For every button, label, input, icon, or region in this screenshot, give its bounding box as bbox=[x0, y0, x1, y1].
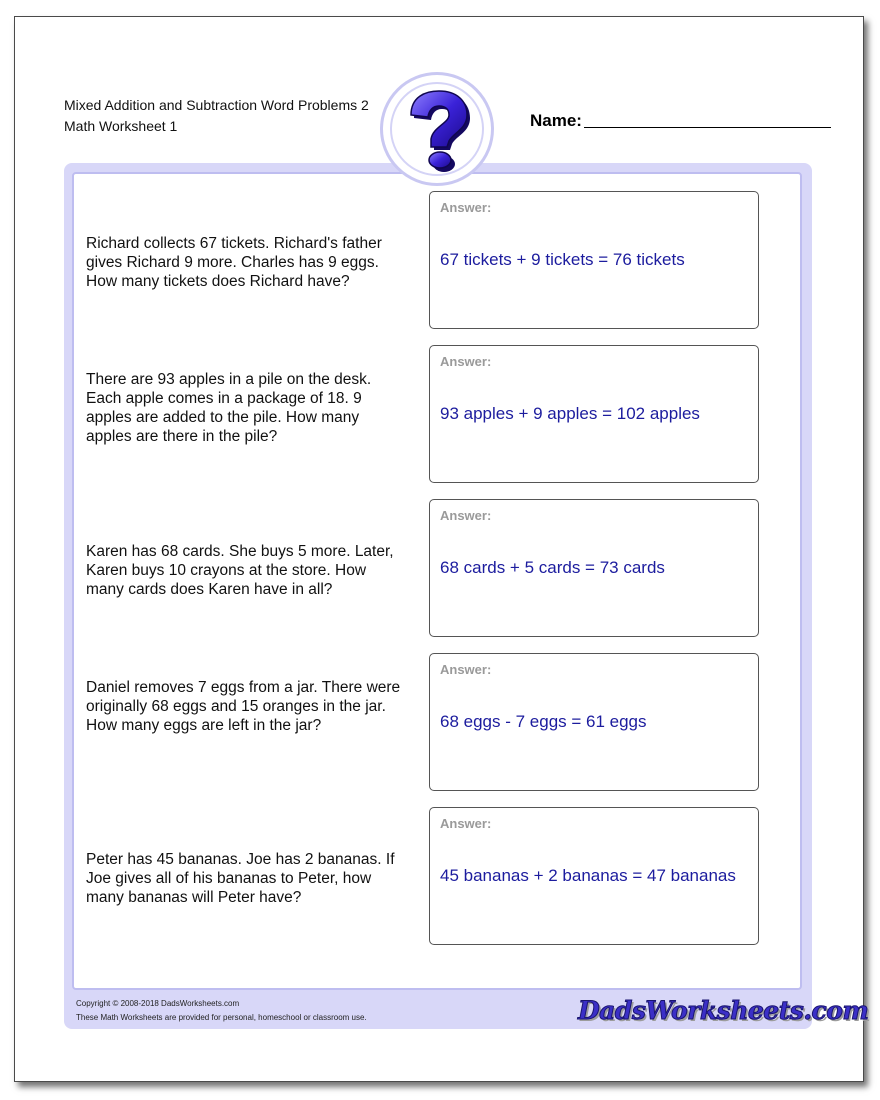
answer-text: 93 apples + 9 apples = 102 apples bbox=[440, 404, 700, 423]
answer-box-5[interactable] bbox=[429, 807, 759, 945]
answer-label: Answer: bbox=[440, 200, 492, 215]
brand-logo: DadsWorksheets.com bbox=[578, 996, 869, 1025]
question-4: Daniel removes 7 eggs from a jar. There were originally 68 eggs and 15 oranges in the jar. How many eggs are left in the jar? bbox=[86, 679, 401, 734]
question-5: Peter has 45 bananas. Joe has 2 bananas. If Joe gives all of his bananas to Peter, how many bananas will Peter have? bbox=[86, 851, 395, 906]
answer-text: 67 tickets + 9 tickets = 76 tickets bbox=[440, 250, 685, 269]
answer-box-1[interactable] bbox=[429, 191, 759, 329]
logo-badge bbox=[380, 72, 494, 186]
answer-text: 45 bananas + 2 bananas = 47 bananas bbox=[440, 866, 736, 885]
answer-label: Answer: bbox=[440, 508, 492, 523]
question-1: Richard collects 67 tickets. Richard's father gives Richard 9 more. Charles has 9 eggs. How many tickets does Richard have? bbox=[86, 235, 382, 290]
answer-label: Answer: bbox=[440, 662, 492, 677]
answer-box-2[interactable] bbox=[429, 345, 759, 483]
answer-label: Answer: bbox=[440, 816, 492, 831]
answer-label: Answer: bbox=[440, 354, 492, 369]
question-3: Karen has 68 cards. She buys 5 more. Later, Karen buys 10 crayons at the store. How many cards does Karen have in all? bbox=[86, 543, 394, 598]
answer-box-3[interactable] bbox=[429, 499, 759, 637]
answer-text: 68 cards + 5 cards = 73 cards bbox=[440, 558, 665, 577]
copyright-text: Copyright © 2008-2018 DadsWorksheets.com bbox=[76, 999, 240, 1008]
name-field[interactable] bbox=[584, 127, 831, 128]
worksheet-subtitle: Math Worksheet 1 bbox=[64, 118, 178, 134]
question-2: There are 93 apples in a pile on the desk. Each apple comes in a package of 18. 9 apples are added to the pile. How many apples are there in the pile? bbox=[86, 371, 372, 445]
answer-text: 68 eggs - 7 eggs = 61 eggs bbox=[440, 712, 647, 731]
question-mark-icon bbox=[403, 89, 471, 173]
usage-notice: These Math Worksheets are provided for personal, homeschool or classroom use. bbox=[76, 1013, 367, 1022]
answer-box-4[interactable] bbox=[429, 653, 759, 791]
worksheet-title: Mixed Addition and Subtraction Word Problems 2 bbox=[64, 97, 369, 113]
name-label: Name: bbox=[530, 111, 582, 130]
